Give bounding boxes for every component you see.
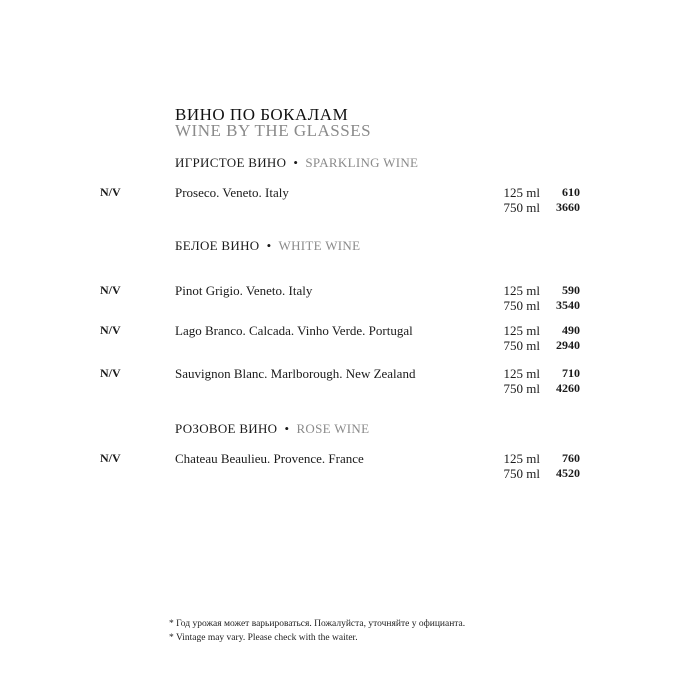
bullet-separator: • (289, 155, 302, 170)
wine-name: Pinot Grigio. Veneto. Italy (175, 283, 313, 298)
footnote-en: * Vintage may vary. Please check with the waiter. (169, 633, 358, 643)
wine-vintage: N/V (100, 283, 121, 297)
wine-item-lago-branco (0, 323, 692, 357)
section-heading-white (175, 238, 360, 254)
footnote-ru: * Год урожая может варьироваться. Пожалуйста, уточняйте у официанта. (169, 619, 466, 629)
bottle-price: 2940 (556, 338, 580, 352)
wine-vintage: N/V (100, 366, 121, 380)
wine-item-chateau-beaulieu (0, 451, 692, 485)
wine-item-pinot-grigio (0, 283, 692, 317)
bottle-volume: 750 ml (503, 381, 540, 396)
bottle-price: 4260 (556, 381, 580, 395)
section-title-en: ROSE WINE (296, 421, 370, 436)
glass-volume: 125 ml (503, 451, 540, 466)
wine-name: Sauvignon Blanc. Marlborough. New Zealand (175, 366, 416, 381)
glass-volume: 125 ml (503, 185, 540, 200)
glass-price: 710 (562, 366, 580, 380)
page-title-ru: ВИНО ПО БОКАЛАМ (175, 105, 349, 124)
bottle-volume: 750 ml (503, 298, 540, 313)
bottle-volume: 750 ml (503, 466, 540, 481)
wine-vintage: N/V (100, 185, 121, 199)
section-title-ru: ИГРИСТОЕ ВИНО (175, 155, 287, 170)
bottle-volume: 750 ml (503, 200, 540, 215)
glass-price: 590 (562, 283, 580, 297)
glass-price: 610 (562, 185, 580, 199)
section-title-ru: БЕЛОЕ ВИНО (175, 238, 260, 253)
glass-price: 490 (562, 323, 580, 337)
bullet-separator: • (280, 421, 293, 436)
bottle-price: 4520 (556, 466, 580, 480)
glass-volume: 125 ml (503, 323, 540, 338)
wine-item-sauvignon-blanc (0, 366, 692, 400)
wine-name: Proseco. Veneto. Italy (175, 185, 289, 200)
section-title-en: WHITE WINE (278, 238, 361, 253)
glass-price: 760 (562, 451, 580, 465)
bottle-price: 3660 (556, 200, 580, 214)
wine-vintage: N/V (100, 323, 121, 337)
bullet-separator: • (263, 238, 275, 253)
wine-name: Lago Branco. Calcada. Vinho Verde. Portugal (175, 323, 413, 338)
wine-item-proseco (0, 185, 692, 219)
section-heading-sparkling (175, 155, 418, 171)
page-title-en: WINE BY THE GLASSES (175, 121, 372, 140)
section-title-en: SPARKLING WINE (305, 155, 419, 170)
wine-vintage: N/V (100, 451, 121, 465)
wine-name: Chateau Beaulieu. Provence. France (175, 451, 364, 466)
section-heading-rose (175, 421, 369, 437)
glass-volume: 125 ml (503, 366, 540, 381)
glass-volume: 125 ml (503, 283, 540, 298)
section-title-ru: РОЗОВОЕ ВИНО (175, 421, 278, 436)
bottle-price: 3540 (556, 298, 580, 312)
bottle-volume: 750 ml (503, 338, 540, 353)
